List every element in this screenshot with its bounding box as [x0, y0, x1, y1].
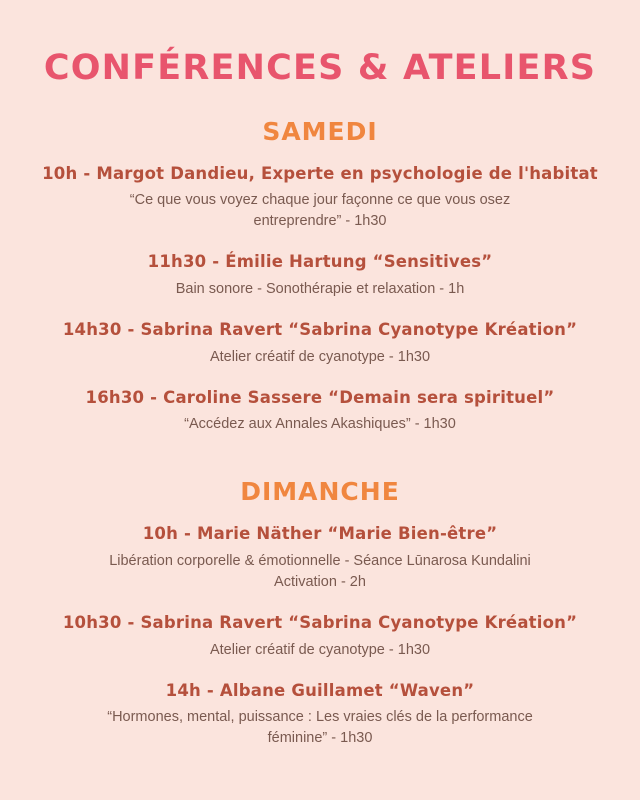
session-item	[34, 252, 606, 300]
session-title: 14h - Albane Guillamet “Waven”	[165, 680, 475, 700]
session-title: 14h30 - Sabrina Ravert “Sabrina Cyanotype Kréation”	[62, 320, 578, 340]
session-item	[34, 320, 606, 368]
day-title-saturday: SAMEDI	[262, 116, 378, 146]
session-title: 10h - Margot Dandieu, Experte en psychologie de l'habitat	[42, 163, 598, 183]
session-item	[34, 524, 606, 593]
session-description: Atelier créatif de cyanotype - 1h30	[209, 348, 431, 365]
session-item	[34, 613, 606, 661]
page-title: CONFÉRENCES & ATELIERS	[43, 48, 597, 88]
session-description: Libération corporelle & émotionnelle - Séance Lūnarosa Kundalini Activation - 2h	[109, 552, 531, 590]
session-description: “Accédez aux Annales Akashiques” - 1h30	[184, 416, 456, 433]
session-description: “Hormones, mental, puissance : Les vraies clés de la performance féminine” - 1h30	[107, 709, 533, 747]
session-description: Atelier créatif de cyanotype - 1h30	[209, 641, 431, 658]
session-item	[34, 164, 606, 233]
session-description: “Ce que vous voyez chaque jour façonne ce que vous osez entreprendre” - 1h30	[129, 192, 511, 230]
session-title: 10h - Marie Näther “Marie Bien-être”	[142, 524, 498, 544]
day-title-sunday: DIMANCHE	[240, 477, 400, 507]
session-item	[34, 681, 606, 750]
day-block-sunday	[34, 455, 606, 769]
day-block-saturday	[34, 113, 606, 456]
session-title: 16h30 - Caroline Sassere “Demain sera spirituel”	[85, 387, 555, 407]
session-description: Bain sonore - Sonothérapie et relaxation - 1h	[175, 281, 465, 298]
session-title: 11h30 - Émilie Hartung “Sensitives”	[147, 252, 493, 272]
session-item	[34, 388, 606, 436]
session-title: 10h30 - Sabrina Ravert “Sabrina Cyanotype Kréation”	[62, 612, 578, 632]
